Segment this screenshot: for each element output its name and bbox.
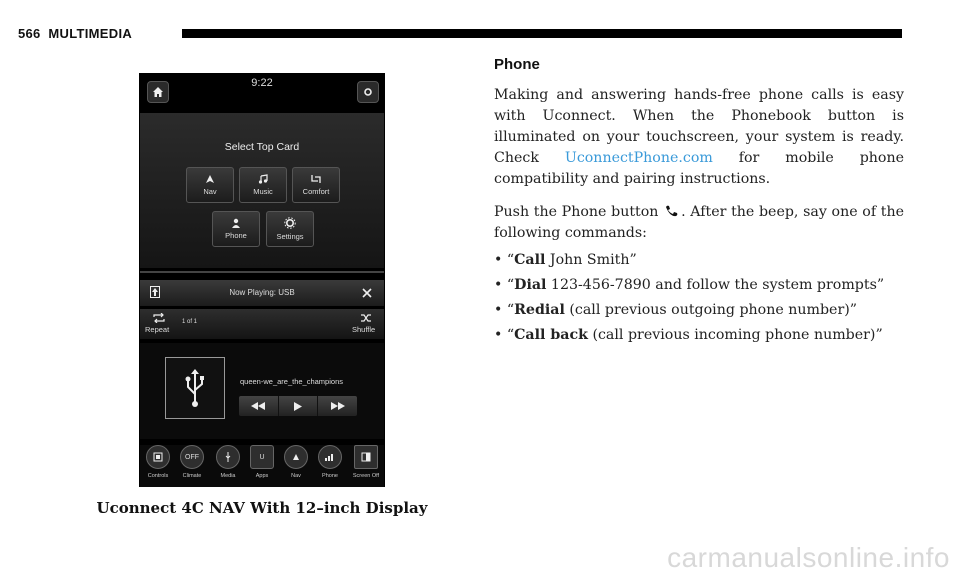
dock-media: Media [212, 445, 244, 487]
media-panel [140, 343, 384, 439]
commands-intro: Push the Phone button . After the beep, say one of the following commands: [494, 204, 904, 241]
repeat-icon [153, 313, 165, 323]
shuffle-icon [360, 313, 372, 323]
figure-caption: Uconnect 4C NAV With 12–inch Display [96, 499, 428, 517]
gear-icon [284, 217, 296, 229]
dock-phone: Phone [314, 445, 346, 487]
now-playing-text: Now Playing: USB [229, 288, 295, 297]
controls-icon [146, 445, 170, 469]
dock-nav: Nav [280, 445, 312, 487]
select-top-card-title: Select Top Card [224, 141, 300, 153]
section-title: MULTIMEDIA [48, 26, 133, 41]
dock-screen-off: Screen Off [350, 445, 382, 487]
screen-top-bar [139, 73, 385, 113]
dock-climate: OFF Climate [176, 445, 208, 487]
compass-icon [284, 445, 308, 469]
clock: 9:22 [251, 77, 273, 89]
track-count: 1 of 1 [182, 319, 198, 325]
person-icon [231, 218, 241, 228]
tile-label: Music [253, 187, 273, 196]
transport-controls [239, 396, 357, 416]
commands-list [494, 248, 904, 348]
music-note-icon [258, 174, 268, 184]
now-playing-bar [140, 280, 384, 306]
playback-options-bar [140, 309, 384, 339]
list-item: • “Call John Smith” [494, 252, 637, 268]
article-column [494, 52, 904, 348]
select-top-card-panel [140, 113, 384, 268]
phone-icon [665, 205, 679, 217]
page-header [18, 26, 132, 41]
tile-label: Phone [225, 231, 247, 240]
play-icon [279, 396, 319, 416]
gear-icon [357, 81, 379, 103]
nav-arrow-icon [205, 174, 215, 184]
usb-icon [165, 357, 225, 419]
track-title: queen-we_are_the_champions [240, 377, 343, 386]
page-number: 566 [18, 26, 41, 41]
tile-label: Settings [276, 232, 304, 241]
list-item: • “Call back (call previous incoming phone number)” [494, 327, 883, 343]
tile-phone [212, 211, 260, 247]
tile-settings [266, 211, 314, 247]
watermark: carmanualsonline.info [667, 542, 950, 573]
tile-label: Comfort [302, 187, 330, 196]
header-rule [182, 29, 902, 38]
comfort-icon [310, 174, 322, 184]
repeat-label: Repeat [145, 325, 170, 334]
list-item: • “Redial (call previous outgoing phone number)” [494, 302, 858, 318]
signal-icon [318, 445, 342, 469]
close-icon [362, 288, 372, 298]
tile-comfort [292, 167, 340, 203]
fast-forward-icon [318, 396, 357, 416]
apps-icon: U [250, 445, 274, 469]
tile-label: Nav [203, 187, 217, 196]
section-heading: Phone [494, 56, 540, 73]
divider [140, 271, 384, 273]
screen-off-icon [354, 445, 378, 469]
bottom-dock [140, 445, 384, 487]
rewind-icon [239, 396, 279, 416]
list-item: • “Dial 123-456-7890 and follow the system prompts” [494, 277, 885, 293]
usb-icon [216, 445, 240, 469]
dock-controls: Controls [142, 445, 174, 487]
uconnect-screen-image [139, 73, 385, 487]
tile-nav [186, 167, 234, 203]
tile-music [239, 167, 287, 203]
shuffle-label: Shuffle [352, 325, 376, 334]
dock-apps: U Apps [246, 445, 278, 487]
uconnectphone-link[interactable]: UconnectPhone.com [564, 150, 713, 166]
intro-paragraph: Making and answering hands-free phone calls is easy with Uconnect. When the Phonebook button is illuminated on your touchscreen, your system is ready. Check UconnectPhone.com for mobile phone compatibility and pairing instructions. [494, 87, 904, 187]
climate-off-icon: OFF [180, 445, 204, 469]
